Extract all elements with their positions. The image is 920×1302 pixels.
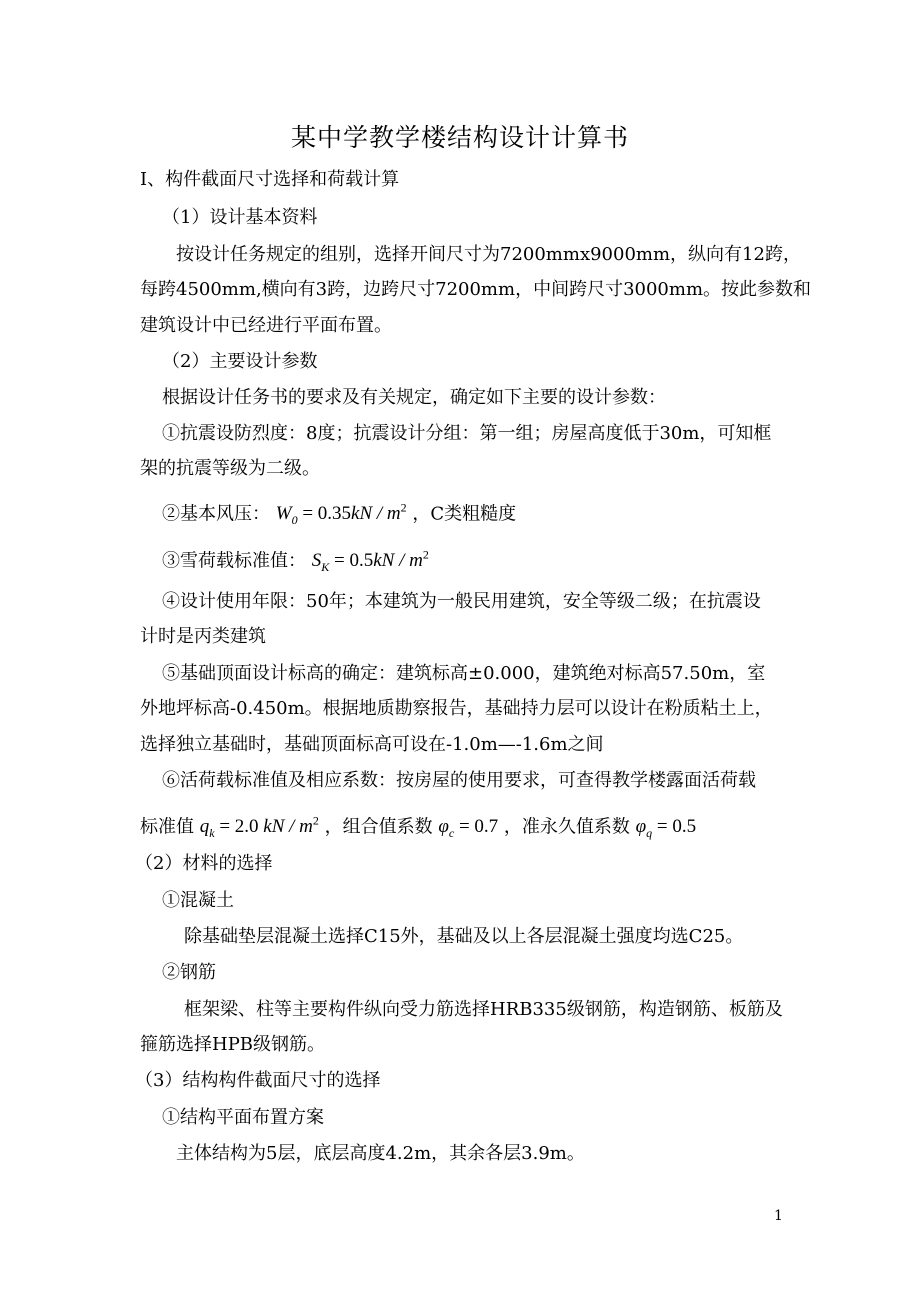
item-heading: ①结构平面布置方案 (162, 1107, 324, 1128)
formula-phiq: $\varphi_q = 0.5$ (635, 816, 697, 841)
subsection-heading: （2）主要设计参数 (162, 351, 318, 372)
paragraph-line: 外地坪标高-0.450m。根据地质勘察报告，基础持力层可以设计在粉质粘土上， (140, 698, 773, 719)
combination-label: ，组合值系数 (324, 816, 433, 838)
paragraph-line: 箍筋选择HPB级钢筋。 (140, 1034, 326, 1055)
paragraph-line: 选择独立基础时，基础顶面标高可设在-1.0m—-1.6m之间 (140, 734, 604, 755)
subsection-heading: （1）设计基本资料 (162, 207, 318, 228)
paragraph-line: 建筑设计中已经进行平面布置。 (140, 315, 392, 336)
subsection-heading: （3）结构构件截面尺寸的选择 (135, 1070, 381, 1091)
live-load-label: 标准值 (140, 816, 194, 838)
paragraph-line: 按设计任务规定的组别，选择开间尺寸为7200mmx9000mm，纵向有12跨， (176, 244, 801, 265)
document-title: 某中学教学楼结构设计计算书 (290, 123, 629, 152)
section-heading-1: Ⅰ、构件截面尺寸选择和荷载计算 (140, 169, 400, 190)
wind-pressure-suffix: ，C类粗糙度 (412, 503, 517, 525)
item-heading: ②钢筋 (162, 962, 216, 983)
paragraph-line: 根据设计任务书的要求及有关规定，确定如下主要的设计参数： (162, 387, 666, 408)
paragraph-line: ④设计使用年限：50年；本建筑为一般民用建筑，安全等级二级；在抗震设 (162, 591, 761, 612)
formula-sk: $S_K = 0.5kN / m^2$ (311, 548, 429, 575)
paragraph-line: 除基础垫层混凝土选择C15外，基础及以上各层混凝土强度均选C25。 (184, 926, 744, 947)
paragraph-line: 框架梁、柱等主要构件纵向受力筋选择HRB335级钢筋，构造钢筋、板筋及 (184, 999, 783, 1020)
paragraph-line: 每跨4500mm,横向有3跨，边跨尺寸7200mm，中间跨尺寸3000mm。按此参数和 (140, 279, 812, 300)
formula-qk: $q_k = 2.0$ kN / $m^2$ (199, 814, 319, 841)
paragraph-line: 主体结构为5层，底层高度4.2m，其余各层3.9m。 (176, 1143, 585, 1164)
quasi-permanent-label: ，准永久值系数 (503, 816, 630, 838)
wind-pressure-label: ②基本风压： (162, 503, 270, 525)
page-number: 1 (774, 1208, 783, 1224)
paragraph-line: ①抗震设防烈度：8度；抗震设计分组：第一组；房屋高度低于30m，可知框 (162, 423, 772, 444)
formula-phic: $\varphi_c = 0.7$ (438, 816, 499, 841)
live-load-line (140, 809, 696, 845)
paragraph-line: 计时是丙类建筑 (140, 626, 266, 647)
snow-load-line (162, 543, 429, 579)
subsection-heading: （2）材料的选择 (135, 853, 273, 874)
item-heading: ①混凝土 (162, 890, 234, 911)
formula-w0: $W_0 = 0.35kN / m^2$ (275, 501, 407, 528)
wind-pressure-line (162, 496, 516, 532)
paragraph-line: ⑤基础顶面设计标高的确定：建筑标高±0.000，建筑绝对标高57.50m，室 (162, 663, 766, 684)
snow-load-label: ③雪荷载标准值： (162, 550, 306, 572)
paragraph-line: 架的抗震等级为二级。 (140, 458, 320, 479)
paragraph-line: ⑥活荷载标准值及相应系数：按房屋的使用要求，可查得教学楼露面活荷载 (162, 770, 756, 791)
